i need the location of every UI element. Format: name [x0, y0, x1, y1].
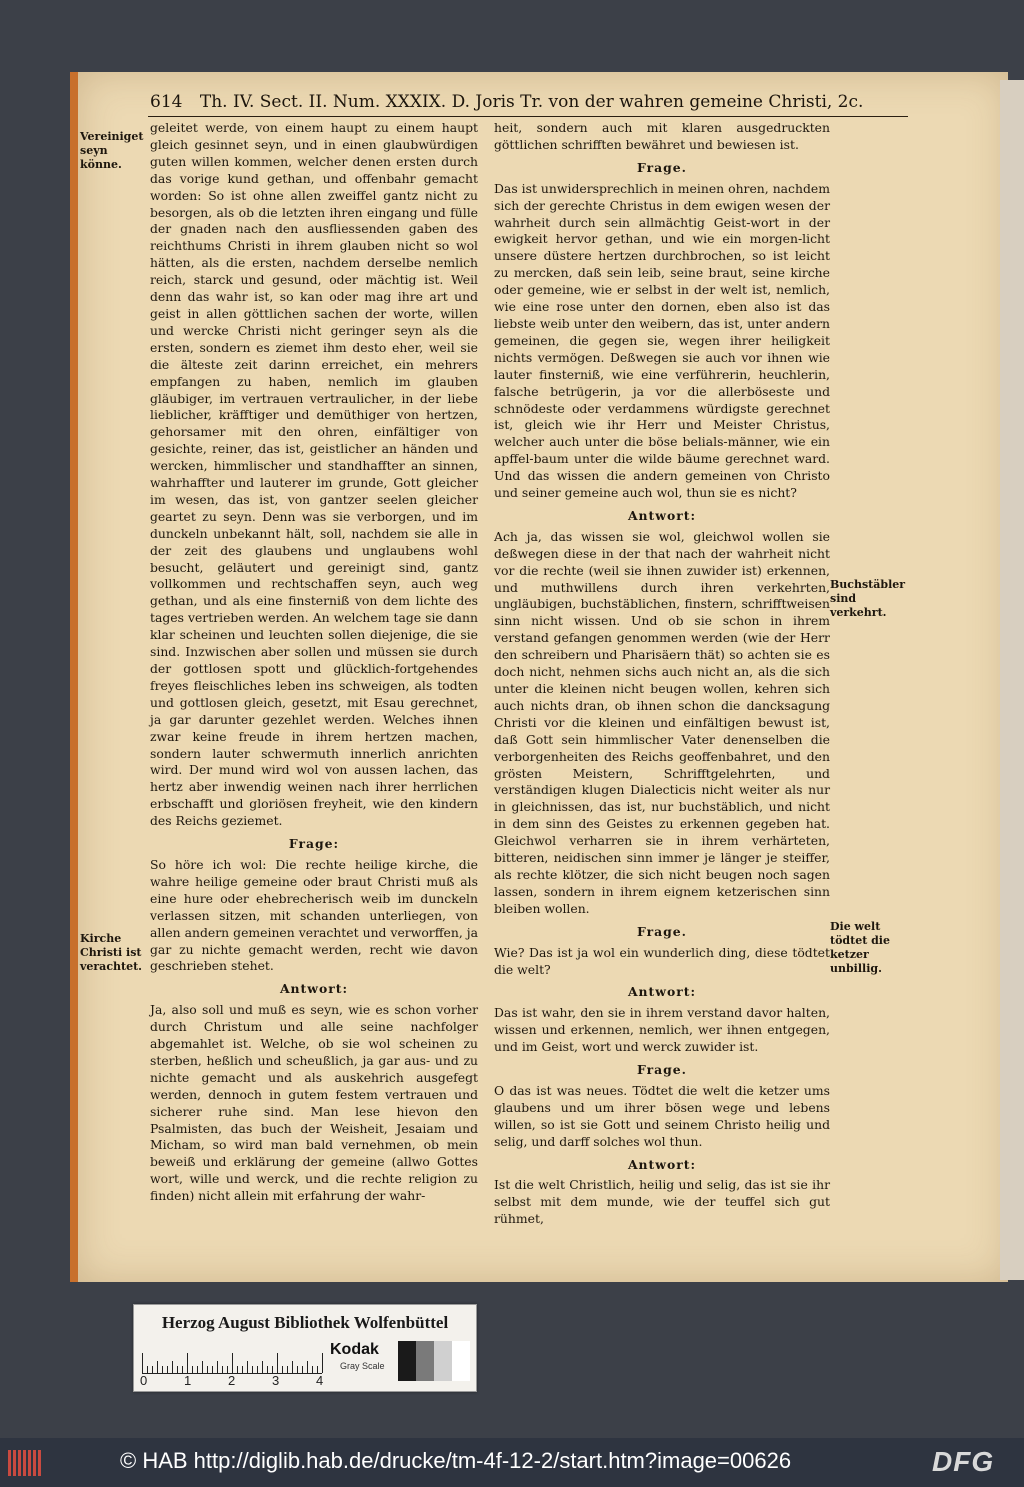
scale-number: 2 [228, 1373, 236, 1388]
body-paragraph: geleitet werde, von einem haupt zu einem haupt gleich gesinnet seyn, und in einen glaubwürdigen guten willen kommen, welcher denen ersten durch das vorige kund gethan, und offenbahr gemacht worden: So ist ohne allen zweiffel gantz nicht zu besorgen, als ob die letzten ihren eingang und fülle der gnaden nach den ausfliessenden gaben des reichthums Christi in ihrem glauben nicht so wol hätten, als die ersten, nachdem derselbe nemlich reich, starck und gesund, oder mächtig ist. Weil denn das wahr ist, so kan oder mag ihre art und geist in allen göttlichen sachen der worte, willen und wercke Christi nicht geringer seyn als die ersten, sondern es ziemet ihm desto eher, weil sie die älteste zeit darinn erreichet, ein mehrers empfangen zu haben, nemlich im glauben gläubiger, im vertrauen vertraulicher, in der liebe lieblicher, kräfftiger und demüthiger von hertzen, gehorsamer mit den ohren, einfältiger von gesichte, reiner, das ist, geistlicher an händen und wercken, himmlischer und standhaffter an sinnen, wahrhaffter und lauterer im grunde, Gott gleicher im wesen, das ist, von gantzer seelen gleicher geartet zu seyn. Denn was sie verborgen, und im dunckeln unbekannt hält, soll, nachdem sie alle in der zeit des glaubens und unglaubens wohl besucht, geläutert und gereinigt sind, gantz vollkommen und rechtschaffen seyn, auch weg gethan, und als eine finsterniß von dem lichte des tages vertrieben werden. An welchem tage sie dann klar scheinen und leuchten sollen diejenige, die sie sind. Inzwischen aber sollen und müssen sie durch der gottlosen spott und glücklich-fortgehendes freyes fleischliches leben ins schweigen, als todten und gottlosen gleich, gesetzt, mit Esau gerechnet, ja gar darunter gezehlet werden. Welches ihnen zwar keine freude in ihrem hertzen machen, sondern lauter schwermuth innerlich anrichten wird. Der mund wird wol von aussen lachen, das hertz aber inwendig weinen nach ihrer herrlichen erbschafft und gloriösen freyheit, wie den kindern des Reichs geziemet. [150, 120, 478, 829]
ruler-tick [307, 1361, 308, 1373]
ruler-tick [157, 1361, 158, 1373]
ruler-tick [177, 1366, 178, 1373]
ruler-tick [232, 1353, 233, 1373]
body-paragraph: Wie? Das ist ja wol ein wunderlich ding, diese tödtet die welt? [494, 944, 830, 977]
ruler-tick [207, 1366, 208, 1373]
gray-patch [416, 1341, 434, 1381]
scale-number: 1 [184, 1373, 192, 1388]
section-heading: Frage. [637, 923, 687, 939]
ruler-tick [147, 1366, 148, 1373]
viewer-footer [0, 1438, 1024, 1487]
body-paragraph: Das ist wahr, den sie in ihrem verstand davor halten, wissen und erkennen, nemlich, wer ihnen entgegen, und im Geist, wort und werck zuwider ist. [494, 1005, 830, 1055]
ruler-tick [192, 1366, 193, 1373]
ruler-tick [292, 1361, 293, 1373]
ruler-tick [142, 1353, 143, 1373]
section-heading: Antwort: [627, 984, 697, 1000]
ruler-tick [317, 1366, 318, 1373]
ruler-tick [322, 1353, 323, 1373]
next-page-edge [1000, 80, 1024, 1280]
ruler-tick [247, 1361, 248, 1373]
scale-number: 0 [140, 1373, 148, 1388]
ruler-tick [312, 1366, 313, 1373]
ruler-tick [267, 1366, 268, 1373]
ruler-tick [172, 1361, 173, 1373]
ruler-tick [297, 1366, 298, 1373]
ruler-tick [282, 1366, 283, 1373]
scale-number: 3 [272, 1373, 280, 1388]
ruler-tick [287, 1366, 288, 1373]
gray-patch [398, 1341, 416, 1381]
ruler-tick [252, 1366, 253, 1373]
dfg-logo: DFG [932, 1446, 995, 1477]
left-text-column [150, 120, 478, 1205]
ruler-tick [277, 1353, 278, 1373]
body-paragraph: Ach ja, das wissen sie wol, gleichwol wollen sie deßwegen diese in der that nach der wahrheit nicht vor die rechte (weil sie ihnen zuwider ist) erkennen, und muthwillens durch ihren verkehrten, ungläubigen, buchstäblichen, finstern, schrifftweisen sinn nicht wissen. Und ob sie schon in ihrem verstand gefangen genommen werden (wie der Herr den schreibern und Pharisäern thät) so achten sie es doch nicht, nehmen sichs auch nicht an, als die sich unter die kleinen nicht beugen wollen, kehren sich auch nichts dran, ob ihnen schon die dancksagung Christi vor die kleinen und einfältigen bewust ist, daß Gott sein himmlischer Vater denenselben die verborgenheiten des Reichs geoffenbahret, und den grösten Meistern, Schrifftgelehrten, und verständigen klugen Dialecticis nicht weiter als nur in gleichnissen, das ist, nur buchstäblich, und nicht in dem sinn des Geistes zu erkennen gegeben hat. Gleichwol verharren sie in ihrem verhärteten, bitteren, neidischen sinn immer je länger je steiffer, als rechte klötzer, die sich nicht beugen noch sagen lassen, sondern in ihrem eignem ketzerischen sinn bleiben wollen. [494, 528, 830, 916]
ruler-tick [217, 1361, 218, 1373]
ruler-tick [162, 1366, 163, 1373]
gray-scale-label: Gray Scale [340, 1361, 385, 1371]
scale-number: 4 [316, 1373, 324, 1388]
color-target-card [133, 1304, 477, 1392]
ruler-tick [257, 1366, 258, 1373]
kodak-brand: Kodak [330, 1341, 379, 1358]
section-heading: Frage. [637, 1062, 687, 1078]
header-rule [148, 116, 908, 117]
body-paragraph: O das ist was neues. Tödtet die welt die ketzer ums glaubens und um ihrer bösen wege und lebens willen, so ist sie Gott und seinem Christo heilig und selig, und darff solches wol thun. [494, 1082, 830, 1149]
ruler-tick [152, 1366, 153, 1373]
ruler-tick [167, 1366, 168, 1373]
body-paragraph: Ist die welt Christlich, heilig und selig, das ist sie ihr selbst mit dem munde, wie der teuffel sich gut rühmet, [494, 1177, 830, 1227]
margin-note: Kirche Christi ist verachtet. [80, 932, 142, 973]
ruler-tick [197, 1366, 198, 1373]
body-paragraph: Das ist unwidersprechlich in meinen ohren, nachdem sich der gerechte Christus in dem ewigen wesen der wahrheit durch sein allmächtig Geist-wort in der ewigkeit hervor gethan, und wie ein morgen-licht unsere düstere hertzen durchbrochen, so ist leicht zu mercken, daß sein leib, seine braut, seine kirche oder gemeine, wie er selbst in der welt ist, nemlich, wie eine rose unter den dornen, eben also ist das liebste weib unter den weibern, das ist, unter andern gemeinen, die gegen sie, wegen ihrer heiligkeit nichts vermögen. Deßwegen sie auch vor ihnen wie lauter finsterniß, wie eine verführerin, heuchlerin, falsche betrügerin, ja vor die allerböseste und schnödeste oder verdammens würdigste gerechnet ist, gleich wie ihr Herr und Meister Christus, welcher auch unter die böse belials-männer, wie ein apffel-baum unter die wilde bäume gerechnet ward. Und das wissen die andern gemeinen von Christo und seiner gemeine auch wol, thun sie es nicht? [494, 180, 830, 501]
section-heading: Frage. [637, 159, 687, 175]
ruler-tick [187, 1353, 188, 1373]
body-paragraph: So höre ich wol: Die rechte heilige kirche, die wahre heilige gemeine oder braut Christi muß als eine hure oder ehebrecherisch weib im dunckeln verlassen sitzen, mit schanden unterliegen, von allen andern gemeinen verachtet und verworffen, ja gar zu nichte gemacht werden, recht wie davon geschrieben stehet. [150, 856, 478, 974]
margin-note: Vereiniget seyn könne. [80, 130, 144, 171]
scale-ruler [142, 1345, 322, 1374]
section-heading: Antwort: [627, 1156, 697, 1172]
ruler-tick [212, 1366, 213, 1373]
ruler-tick [262, 1361, 263, 1373]
ruler-tick [242, 1366, 243, 1373]
ruler-tick [202, 1361, 203, 1373]
section-heading: Frage: [288, 836, 340, 852]
right-text-column [494, 120, 830, 1228]
section-heading: Antwort: [279, 981, 349, 997]
margin-note: Buchstäbler sind verkehrt. [830, 578, 906, 619]
ruler-tick [237, 1366, 238, 1373]
margin-note: Die welt tödtet die ketzer unbillig. [830, 920, 890, 975]
ruler-tick [302, 1366, 303, 1373]
ruler-tick [182, 1366, 183, 1373]
body-paragraph: heit, sondern auch mit klaren ausgedruckten göttlichen schrifften bewähret und bewiesen ist. [494, 120, 830, 152]
ruler-tick [272, 1366, 273, 1373]
gray-patch [434, 1341, 452, 1381]
source-credit[interactable]: © HAB http://diglib.hab.de/drucke/tm-4f-12-2/start.htm?image=00626 [120, 1448, 792, 1473]
running-title: Th. IV. Sect. II. Num. XXXIX. D. Joris Tr. von der wahren gemeine Christi, 2c. [199, 92, 864, 112]
body-paragraph: Ja, also soll und muß es seyn, wie es schon vorher durch Christum und alle seine nachfolger abgemahlet ist. Welche, ob sie wol scheinen zu sterben, heßlich und scheußlich, ja gar aus- und zu nichte gemacht und als auskehrich ausgefegt werden, dennoch in gutem festem vertrauen und sicherer ruhe sind. Man lese hievon den Psalmisten, das buch der Weisheit, Jesaiam und Micham, so wird man bald vernehmen, ob mein beweiß und erklärung der gemeine (allwo Gottes wort, wille und werck, und die rechte religion zu finden) nicht allein mit erfahrung der wahr- [150, 1002, 478, 1204]
ruler-tick [227, 1366, 228, 1373]
page-number: 614 [150, 92, 183, 112]
section-heading: Antwort: [627, 507, 697, 523]
ruler-tick [222, 1366, 223, 1373]
library-name: Herzog August Bibliothek Wolfenbüttel [161, 1313, 449, 1332]
hab-logo-icon [8, 1450, 42, 1476]
gray-patch [452, 1341, 470, 1381]
running-header [150, 92, 870, 112]
